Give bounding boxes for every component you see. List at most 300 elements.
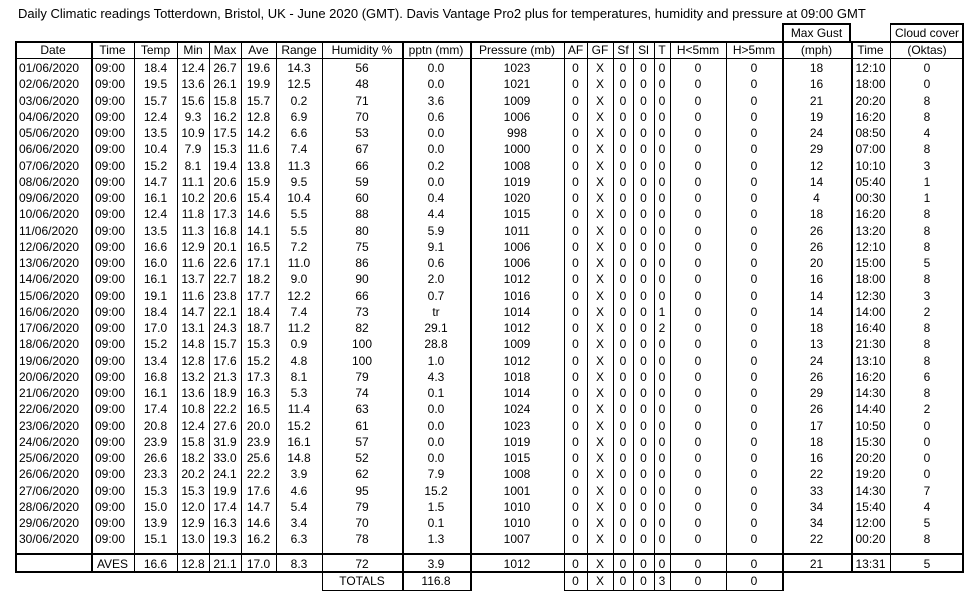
row-date: 16/06/2020 <box>19 304 80 319</box>
row-ave: 23.9 <box>246 434 271 449</box>
row-min: 14.7 <box>181 304 205 319</box>
row-cloud: 8 <box>923 532 931 547</box>
row-date: 07/06/2020 <box>19 158 80 173</box>
row-min: 12.0 <box>181 499 205 514</box>
row-sl: 0 <box>640 369 647 384</box>
row-cloud: 8 <box>923 272 931 287</box>
row-gust: 16 <box>809 451 824 465</box>
row-sl: 0 <box>640 93 647 108</box>
row-cloud: 3 <box>923 288 931 303</box>
row-gf: X <box>595 532 604 547</box>
row-ave: 22.2 <box>246 467 271 482</box>
row-pressure: 1012 <box>503 353 531 368</box>
row-ave: 13.8 <box>246 158 271 173</box>
row-min: 11.6 <box>181 256 205 270</box>
row-gf: X <box>595 418 604 433</box>
row-ave: 16.5 <box>246 402 271 417</box>
row-af: 0 <box>572 304 579 319</box>
row-temp: 13.9 <box>143 516 168 530</box>
totals-column-rule <box>726 573 727 591</box>
row-sl: 0 <box>640 61 647 75</box>
cloud-header-right-rule <box>962 23 964 43</box>
row-h-gt5mm: 0 <box>750 223 758 238</box>
column-rule <box>402 41 404 573</box>
row-time: 09:00 <box>95 369 126 384</box>
row-humidity: 100 <box>351 337 373 352</box>
header-min: Min <box>183 43 203 57</box>
gust-header-right-rule <box>849 23 851 43</box>
totals-column-rule <box>402 573 404 591</box>
row-gf: X <box>595 93 604 108</box>
header-humidity: Humidity % <box>331 43 393 57</box>
aves-bottom-rule <box>15 571 964 573</box>
row-gust-time: 12:10 <box>855 61 886 75</box>
row-cloud: 0 <box>923 418 931 433</box>
row-humidity: 61 <box>355 418 369 433</box>
row-sf: 0 <box>619 499 627 514</box>
row-date: 26/06/2020 <box>19 467 80 482</box>
row-h-gt5mm: 0 <box>750 353 758 368</box>
row-gust: 14 <box>809 288 824 303</box>
row-sl: 0 <box>640 77 647 92</box>
row-t: 0 <box>658 337 666 352</box>
aves-t: 0 <box>658 557 666 571</box>
row-gust: 34 <box>809 499 824 514</box>
row-pressure: 1012 <box>503 272 531 287</box>
row-ave: 19.9 <box>246 77 271 92</box>
row-min: 10.9 <box>181 126 205 140</box>
aves-max: 21.1 <box>213 557 237 571</box>
row-humidity: 66 <box>355 158 369 173</box>
row-af: 0 <box>572 174 579 189</box>
row-pptn: 1.0 <box>427 353 445 368</box>
row-date: 06/06/2020 <box>19 142 80 157</box>
row-pptn: 0.1 <box>427 386 445 400</box>
row-pptn: 0.2 <box>427 158 445 173</box>
row-gust-time: 20:20 <box>855 93 886 108</box>
row-gust-time: 08:50 <box>855 126 886 140</box>
row-pptn: 0.0 <box>427 451 445 465</box>
row-time: 09:00 <box>95 223 126 238</box>
cloud-header: Cloud cover <box>894 26 960 40</box>
row-t: 0 <box>658 451 666 465</box>
row-pressure: 1015 <box>503 451 531 465</box>
row-sl: 0 <box>640 434 647 449</box>
row-temp: 13.5 <box>143 223 168 238</box>
row-h-gt5mm: 0 <box>750 158 758 173</box>
row-sf: 0 <box>619 532 627 547</box>
row-time: 09:00 <box>95 158 126 173</box>
row-h-lt5mm: 0 <box>694 402 702 417</box>
row-sf: 0 <box>619 337 627 352</box>
row-gf: X <box>595 467 604 482</box>
row-t: 0 <box>658 126 666 140</box>
row-h-gt5mm: 0 <box>750 191 758 205</box>
row-h-lt5mm: 0 <box>694 353 702 368</box>
data-bottom-rule <box>15 553 964 555</box>
row-min: 15.6 <box>181 93 205 108</box>
row-af: 0 <box>572 499 579 514</box>
row-range: 6.3 <box>290 532 308 547</box>
header-ave: Ave <box>248 43 269 57</box>
row-humidity: 52 <box>355 451 369 465</box>
row-sf: 0 <box>619 142 627 157</box>
row-max: 20.1 <box>213 239 237 254</box>
row-h-gt5mm: 0 <box>750 239 758 254</box>
row-pptn: 1.5 <box>427 499 445 514</box>
row-gust: 12 <box>809 158 824 173</box>
row-max: 18.9 <box>213 386 237 400</box>
row-range: 5.5 <box>290 207 308 222</box>
row-temp: 17.4 <box>143 402 168 417</box>
row-sl: 0 <box>640 451 647 465</box>
row-humidity: 79 <box>355 499 369 514</box>
row-date: 18/06/2020 <box>19 337 80 352</box>
row-h-lt5mm: 0 <box>694 126 702 140</box>
column-rule <box>177 41 178 573</box>
row-t: 0 <box>658 109 666 124</box>
row-time: 09:00 <box>95 467 126 482</box>
row-t: 0 <box>658 207 666 222</box>
aves-gust-time: 13:31 <box>855 557 886 571</box>
row-gust-time: 10:50 <box>855 418 886 433</box>
row-range: 7.4 <box>290 304 308 319</box>
row-ave: 14.6 <box>246 207 271 222</box>
header-top-rule <box>15 41 964 43</box>
row-humidity: 75 <box>355 239 369 254</box>
row-gf: X <box>595 77 604 92</box>
row-gust-time: 20:20 <box>855 451 886 465</box>
header-pressure: Pressure (mb) <box>478 43 555 57</box>
row-min: 7.9 <box>184 142 202 157</box>
row-temp: 13.4 <box>143 353 168 368</box>
row-range: 14.3 <box>287 61 311 75</box>
row-pptn: 4.4 <box>427 207 445 222</box>
row-temp: 16.1 <box>143 386 168 400</box>
totals-pptn: 116.8 <box>421 574 451 588</box>
row-min: 12.8 <box>181 353 205 368</box>
row-gust: 17 <box>809 418 824 433</box>
row-gf: X <box>595 337 604 352</box>
row-min: 12.9 <box>181 516 205 530</box>
row-pressure: 1008 <box>503 467 531 482</box>
row-max: 17.6 <box>213 353 237 368</box>
row-h-lt5mm: 0 <box>694 239 702 254</box>
row-ave: 14.1 <box>246 223 271 238</box>
row-cloud: 4 <box>923 126 931 140</box>
row-gust-time: 14:40 <box>855 402 886 417</box>
row-sf: 0 <box>619 77 627 92</box>
row-min: 14.8 <box>181 337 205 352</box>
column-rule <box>209 41 210 573</box>
row-range: 3.9 <box>290 467 308 482</box>
row-temp: 18.4 <box>143 61 168 75</box>
row-temp: 26.6 <box>143 451 168 465</box>
row-gust: 26 <box>809 223 824 238</box>
row-af: 0 <box>572 207 579 222</box>
row-pptn: 0.0 <box>427 418 445 433</box>
row-range: 7.4 <box>290 142 308 157</box>
row-max: 16.8 <box>213 223 237 238</box>
row-h-gt5mm: 0 <box>750 126 758 140</box>
row-gust: 18 <box>809 61 824 75</box>
row-pptn: 2.0 <box>427 272 445 287</box>
row-min: 15.8 <box>181 434 205 449</box>
row-gust-time: 05:40 <box>855 174 886 189</box>
row-humidity: 67 <box>355 142 369 157</box>
row-date: 04/06/2020 <box>19 109 80 124</box>
row-min: 12.4 <box>181 61 205 75</box>
row-time: 09:00 <box>95 337 126 352</box>
row-max: 22.2 <box>213 402 237 417</box>
row-h-gt5mm: 0 <box>750 499 758 514</box>
header-gust-time: Time <box>857 43 884 57</box>
row-t: 0 <box>658 142 666 157</box>
row-ave: 15.2 <box>246 353 271 368</box>
row-min: 10.8 <box>181 402 205 417</box>
row-range: 4.6 <box>290 483 308 498</box>
row-sf: 0 <box>619 434 627 449</box>
totals-h-gt5mm: 0 <box>750 574 758 588</box>
aves-range: 8.3 <box>290 557 308 571</box>
row-gust-time: 07:00 <box>855 142 886 157</box>
row-max: 17.4 <box>213 499 237 514</box>
row-gf: X <box>595 142 604 157</box>
row-time: 09:00 <box>95 532 126 547</box>
cloud-header-top-rule <box>890 23 964 25</box>
row-date: 19/06/2020 <box>19 353 80 368</box>
row-pptn: 0.7 <box>427 288 445 303</box>
row-h-gt5mm: 0 <box>750 418 758 433</box>
row-h-lt5mm: 0 <box>694 93 702 108</box>
row-sl: 0 <box>640 256 647 270</box>
row-h-lt5mm: 0 <box>694 223 702 238</box>
row-af: 0 <box>572 532 579 547</box>
row-range: 15.2 <box>287 418 311 433</box>
row-gust-time: 12:30 <box>855 288 886 303</box>
row-humidity: 60 <box>355 191 369 205</box>
row-humidity: 82 <box>355 321 369 335</box>
row-h-gt5mm: 0 <box>750 483 758 498</box>
row-h-lt5mm: 0 <box>694 532 702 547</box>
row-temp: 16.1 <box>143 191 168 205</box>
row-range: 5.4 <box>290 499 308 514</box>
row-time: 09:00 <box>95 126 126 140</box>
row-gust: 14 <box>809 304 824 319</box>
row-h-gt5mm: 0 <box>750 207 758 222</box>
row-temp: 15.1 <box>143 532 168 547</box>
row-ave: 18.4 <box>246 304 271 319</box>
row-sl: 0 <box>640 516 647 530</box>
row-max: 15.3 <box>213 142 237 157</box>
row-humidity: 48 <box>355 77 369 92</box>
row-ave: 12.8 <box>246 109 271 124</box>
header-max: Max <box>213 43 237 57</box>
row-ave: 16.3 <box>246 386 271 400</box>
row-pressure: 1000 <box>503 142 531 157</box>
row-temp: 20.8 <box>143 418 168 433</box>
row-h-gt5mm: 0 <box>750 321 758 335</box>
row-sf: 0 <box>619 467 627 482</box>
row-min: 11.6 <box>181 288 205 303</box>
row-sl: 0 <box>640 288 647 303</box>
row-af: 0 <box>572 61 579 75</box>
row-humidity: 62 <box>355 467 369 482</box>
row-date: 08/06/2020 <box>19 174 80 189</box>
row-ave: 25.6 <box>246 451 271 465</box>
row-time: 09:00 <box>95 239 126 254</box>
gust-header-top-rule <box>782 23 851 25</box>
row-pptn: 29.1 <box>424 321 448 335</box>
row-ave: 16.2 <box>246 532 271 547</box>
row-max: 26.1 <box>213 77 237 92</box>
row-t: 0 <box>658 93 666 108</box>
row-gf: X <box>595 191 604 205</box>
row-cloud: 3 <box>923 158 931 173</box>
row-range: 10.4 <box>287 191 311 205</box>
row-gust: 22 <box>809 532 824 547</box>
row-gust-time: 16:40 <box>855 321 886 335</box>
row-cloud: 7 <box>923 483 931 498</box>
header-sf: Sf <box>617 43 629 57</box>
row-temp: 17.0 <box>143 321 168 335</box>
column-rule <box>587 41 588 573</box>
row-temp: 12.4 <box>143 207 168 222</box>
row-range: 11.0 <box>287 256 311 270</box>
row-sf: 0 <box>619 191 627 205</box>
row-gust-time: 14:30 <box>855 483 886 498</box>
totals-column-rule <box>470 573 472 591</box>
row-gf: X <box>595 434 604 449</box>
row-gf: X <box>595 207 604 222</box>
row-cloud: 2 <box>923 304 931 319</box>
row-af: 0 <box>572 386 579 400</box>
row-humidity: 53 <box>355 126 369 140</box>
row-h-lt5mm: 0 <box>694 499 702 514</box>
row-range: 9.5 <box>290 174 308 189</box>
row-date: 05/06/2020 <box>19 126 80 140</box>
row-h-lt5mm: 0 <box>694 191 702 205</box>
header-af: AF <box>567 43 584 57</box>
row-min: 13.6 <box>181 77 205 92</box>
row-max: 24.1 <box>213 467 237 482</box>
row-range: 4.8 <box>290 353 308 368</box>
row-temp: 12.4 <box>143 109 168 124</box>
row-gust-time: 18:00 <box>855 77 886 92</box>
row-h-lt5mm: 0 <box>694 451 702 465</box>
row-sf: 0 <box>619 451 627 465</box>
row-h-gt5mm: 0 <box>750 77 758 92</box>
column-rule <box>91 41 93 573</box>
row-h-gt5mm: 0 <box>750 93 758 108</box>
row-pressure: 1015 <box>503 207 531 222</box>
totals-column-rule <box>613 573 614 591</box>
row-max: 20.6 <box>213 174 237 189</box>
row-pressure: 1023 <box>503 61 531 75</box>
aves-pptn: 3.9 <box>427 557 445 571</box>
row-h-lt5mm: 0 <box>694 369 702 384</box>
row-af: 0 <box>572 321 579 335</box>
row-gf: X <box>595 483 604 498</box>
totals-h-lt5mm: 0 <box>694 574 702 588</box>
row-pptn: 0.0 <box>427 174 445 189</box>
row-time: 09:00 <box>95 353 126 368</box>
row-min: 11.1 <box>181 174 205 189</box>
column-rule <box>613 41 614 573</box>
row-gust-time: 14:30 <box>855 386 886 400</box>
row-pressure: 1010 <box>503 516 531 530</box>
header-h-gt5mm: H>5mm <box>732 43 776 57</box>
row-sf: 0 <box>619 207 627 222</box>
row-humidity: 74 <box>355 386 369 400</box>
row-pptn: 0.0 <box>427 402 445 417</box>
row-gf: X <box>595 223 604 238</box>
aves-time: AVES <box>96 557 129 571</box>
aves-ave: 17.0 <box>246 557 271 571</box>
row-pptn: 1.3 <box>427 532 445 547</box>
row-temp: 23.3 <box>143 467 168 482</box>
row-cloud: 8 <box>923 239 931 254</box>
row-t: 0 <box>658 386 666 400</box>
row-pptn: 28.8 <box>424 337 448 352</box>
totals-column-rule <box>782 573 784 591</box>
row-pressure: 1016 <box>503 288 531 303</box>
row-h-gt5mm: 0 <box>750 434 758 449</box>
row-sl: 0 <box>640 272 647 287</box>
column-rule <box>241 41 242 573</box>
row-sf: 0 <box>619 256 627 270</box>
row-h-lt5mm: 0 <box>694 288 702 303</box>
row-h-gt5mm: 0 <box>750 532 758 547</box>
row-h-gt5mm: 0 <box>750 451 758 465</box>
row-pressure: 1010 <box>503 499 531 514</box>
row-h-lt5mm: 0 <box>694 142 702 157</box>
row-gust-time: 14:00 <box>855 304 886 319</box>
row-pressure: 1006 <box>503 256 531 270</box>
row-cloud: 5 <box>923 256 931 270</box>
row-cloud: 1 <box>923 174 931 189</box>
row-temp: 16.8 <box>143 369 168 384</box>
row-sl: 0 <box>640 126 647 140</box>
row-range: 0.9 <box>290 337 308 352</box>
row-gf: X <box>595 158 604 173</box>
row-t: 0 <box>658 272 666 287</box>
row-cloud: 8 <box>923 109 931 124</box>
row-h-gt5mm: 0 <box>750 288 758 303</box>
row-ave: 14.6 <box>246 516 271 530</box>
row-sf: 0 <box>619 223 627 238</box>
row-t: 0 <box>658 158 666 173</box>
row-gf: X <box>595 402 604 417</box>
row-gust-time: 18:00 <box>855 272 886 287</box>
row-range: 11.4 <box>287 402 311 417</box>
row-min: 12.9 <box>181 239 205 254</box>
row-pressure: 1009 <box>503 93 531 108</box>
row-max: 17.5 <box>213 126 237 140</box>
row-time: 09:00 <box>95 402 126 417</box>
row-cloud: 6 <box>923 369 931 384</box>
row-cloud: 8 <box>923 386 931 400</box>
row-sf: 0 <box>619 386 627 400</box>
header-t: T <box>658 43 666 57</box>
row-min: 13.1 <box>181 321 205 335</box>
row-gust-time: 16:20 <box>855 109 886 124</box>
row-sf: 0 <box>619 483 627 498</box>
column-rule <box>564 41 565 573</box>
row-t: 0 <box>658 516 666 530</box>
header-sl: Sl <box>638 43 649 57</box>
row-temp: 14.7 <box>143 174 168 189</box>
